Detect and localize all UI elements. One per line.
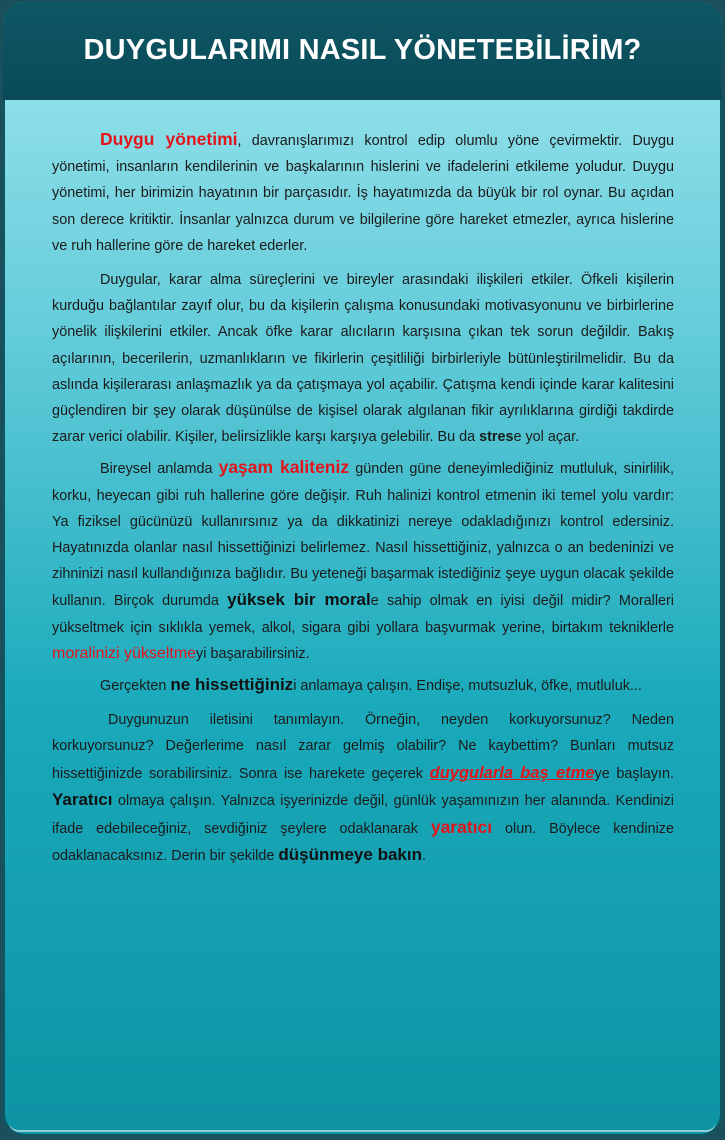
page-title: DUYGULARIMI NASIL YÖNETEBİLİRİM? — [83, 33, 642, 66]
paragraph-2 — [52, 267, 674, 450]
body-text: . — [421, 848, 426, 865]
emphasis-term: Yaratıcı — [52, 789, 113, 809]
paragraph-4 — [52, 672, 674, 699]
paragraph-1 — [52, 126, 674, 259]
info-card — [3, 2, 722, 1136]
paragraph-3 — [52, 454, 674, 667]
body-text: Duygular, karar alma süreçlerini ve bireyler arasındaki ilişkileri etkiler. Öfkeli kişilerin kurduğu bağlantılar zayıf olur, bu da kişilerin çalışma konusundaki motivasyonunu ve birbirlerine yönelik ilişkilerini etkiler. Ancak öfke karar alıcıların karşısına çıkan tek sorun değildir. Bakış açılarının, becerilerin, uzmanlıkların ve fikirlerin çeşitliliği birbirleriyle bütünleştirilmelidir. Bu da aslında kişilerarası anlaşmazlık ya da çatışmaya yol açabilir. Çatışma kendi içinde karar kalitesini güçlendiren bir şey olarak düşünülse de kişisel olarak algılanan fikir ayrılıklarına girdiği takdirde zarar verici olabilir. Kişiler, belirsizlikle karşı karşıya gelebilir. Bu da — [52, 272, 674, 446]
body-text: olmaya çalışın. Yalnızca işyerinizde değil, günlük yaşamınızın her alanında. Kendinizi ifade edebileceğiniz, sevdiğiniz şeylere odaklanarak — [52, 792, 674, 838]
paragraph-5 — [52, 707, 674, 869]
bold-term: stres — [479, 429, 514, 446]
body-text: , davranışlarımızı kontrol edip olumlu yöne çevirmektir. Duygu yönetimi, insanların kendilerinin ve başkalarının hislerini ve ifadelerini etkileme yoludur. Duygu yönetimi, her birimizin hayatının bir parçasıdır. İş hayatımızda da büyük bir rol oynar. Bu açıdan son derece kritiktir. İnsanlar yalnızca durum ve bilgilerine göre hareket etmezler, ayrıca hislerine ve ruh hallerine göre de hareket ederler. — [52, 133, 674, 254]
highlight-term: moralinizi yükseltme — [52, 644, 197, 662]
highlight-term: yaşam kaliteniz — [218, 457, 350, 478]
highlight-term: yaratıcı — [430, 817, 493, 838]
body-text: e sahip olmak en iyisi değil midir? Moralleri yükseltmek için sıklıkla yemek, alkol, sigara gibi yollara başvurmak yerine, birtakım tekniklerle — [52, 593, 675, 636]
article-body — [52, 126, 674, 877]
body-text: günden güne deneyimlediğiniz mutluluk, sinirlilik, korku, heyecan gibi ruh hallerine göre değişir. Ruh halinizi kontrol etmenin iki temel yolu vardır: Ya fiziksel gücünüzü kullanırsınız ya da dikkatinizi nereye odakladığınızı kontrol edersiniz. Hayatınızda olanlar nasıl hissettiğinizi belirlemez. Nasıl hissettiğiniz, yalnızca o an bedeninizi ve zihninizi nasıl kullandığınıza bağlıdır. Bu yeteneği başarmak istediğiniz şeye uygun olacak şekilde kullanın. Birçok durumda — [52, 461, 674, 610]
body-text: ye başlayın. — [594, 765, 675, 782]
body-text: Bireysel anlamda — [100, 461, 219, 478]
body-text: i anlamaya çalışın. Endişe, mutsuzluk, öfke, mutluluk... — [293, 678, 642, 695]
emphasis-term: ne hissettiğiniz — [170, 675, 294, 695]
body-text: e yol açar. — [513, 429, 580, 446]
emphasis-term: yüksek bir moral — [227, 590, 371, 610]
highlight-term: Duygu yönetimi — [100, 129, 238, 149]
body-text: Duygunuzun iletisini tanımlayın. Örneğin, neyden korkuyorsunuz? Neden korkuyorsunuz? Değerlerime nasıl zarar gelmiş olabilir? Ne kaybettim? Bunları mutsuz hissettiğinizde sorabilirsiniz. Sonra ise harekete geçerek — [52, 712, 674, 782]
body-text: olun. Böylece kendinize odaklanacaksınız. Derin bir şekilde — [52, 821, 675, 865]
body-text: Gerçekten — [100, 678, 171, 695]
emphasis-term: düşünmeye bakın — [278, 845, 422, 865]
highlight-term: duygularla baş etme — [429, 763, 595, 782]
body-text: yi başarabilirsiniz. — [196, 645, 310, 662]
header-banner — [3, 2, 722, 100]
